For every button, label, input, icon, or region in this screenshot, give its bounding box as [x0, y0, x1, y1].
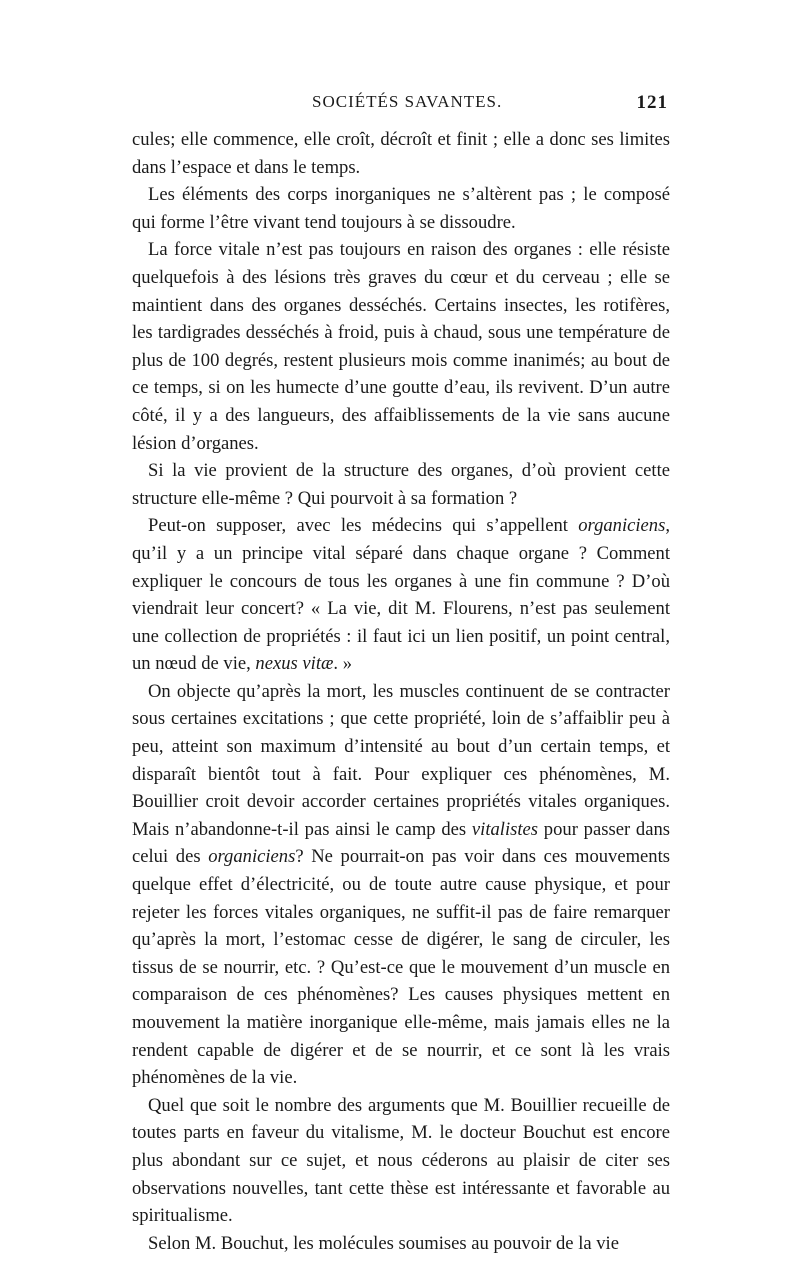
italic-term: vitalistes [471, 818, 539, 840]
text-run: Les éléments des corps inorganiques ne s’altèrent pas ; le composé qui forme l’être vivant tend toujours à se dissoudre. [132, 184, 670, 233]
body-text [132, 126, 670, 1257]
paragraph [132, 236, 670, 457]
paragraph [132, 181, 670, 236]
paragraph [132, 457, 670, 512]
italic-term: organiciens [578, 515, 666, 537]
paragraph [132, 126, 670, 181]
text-run: . » [333, 653, 352, 675]
text-run: , qu’il y a un principe vital séparé dans chaque organe ? Comment expliquer le concours de tous les organes à une fin commune ? D’où viendrait leur concert? « La vie, dit M. Flourens, n’est pas seulement une collection de propriétés : il faut ici un lien positif, un point central, un nœud de vie, [132, 515, 670, 675]
text-run: Peut-on supposer, avec les médecins qui s’appellent [148, 515, 579, 537]
italic-term: nexus vitæ [255, 653, 334, 675]
italic-term: organiciens [208, 846, 296, 868]
page-number: 121 [636, 92, 668, 113]
text-run: On objecte qu’après la mort, les muscles continuent de se contracter sous certaines excitations ; que cette propriété, loin de s’affaiblir peu à peu, atteint son maximum d’intensité au bout d’un certain temps, et disparaît bientôt tout à fait. Pour expliquer ces phénomènes, M. Bouillier croit devoir accorder certaines propriétés vitales organiques. Mais n’abandonne-t-il pas ainsi le camp des [132, 680, 670, 840]
text-run: ? Ne pourrait-on pas voir dans ces mouvements quelque effet d’électricité, ou de toute autre cause physique, et pour rejeter les forces vitales organiques, ne suffit-il pas de faire remarquer qu’après la mort, l’estomac cesse de digérer, le sang de circuler, les tissus de se nourrir, etc. ? Qu’est-ce que le mouvement d’un muscle en comparaison de ces phénomènes? Les causes physiques mettent en mouvement la matière inorganique elle-même, mais jamais elles ne la rendent capable de digérer et de se nourrir, et ce sont là les vrais phénomènes de la vie. [132, 846, 671, 1089]
page-header [132, 92, 668, 118]
paragraph [132, 678, 670, 1092]
text-run: Si la vie provient de la structure des organes, d’où provient cette structure elle-même ? Qui pourvoit à sa formation ? [132, 460, 670, 509]
text-run: La force vitale n’est pas toujours en raison des organes : elle résiste quelquefois à des lésions très graves du cœur et du cerveau ; elle se maintient dans des organes desséchés. Certains insectes, les rotifères, les tardigrades desséchés à froid, puis à chaud, sous une température de plus de 100 degrés, restent plusieurs mois comme inanimés; au bout de ce temps, si on les humecte d’une goutte d’eau, ils revivent. D’un autre côté, il y a des langueurs, des affaiblissements de la vie sans aucune lésion d’organes. [132, 239, 670, 454]
text-run: pour passer dans celui des [132, 818, 670, 868]
text-run: Quel que soit le nombre des arguments que M. Bouillier recueille de toutes parts en faveur du vitalisme, M. le docteur Bouchut est encore plus abondant sur ce sujet, et nous céderons au plaisir de citer ses observations nouvelles, tant cette thèse est intéressante et favorable au spiritualisme. [132, 1094, 670, 1227]
paragraph [132, 1230, 670, 1258]
running-title: SOCIÉTÉS SAVANTES. [312, 92, 503, 111]
text-run: cules; elle commence, elle croît, décroît et finit ; elle a donc ses limites dans l’espace et dans le temps. [132, 129, 670, 178]
text-run: Selon M. Bouchut, les molécules soumises au pouvoir de la vie [148, 1232, 619, 1254]
paragraph [132, 1092, 670, 1230]
paragraph [132, 512, 670, 678]
